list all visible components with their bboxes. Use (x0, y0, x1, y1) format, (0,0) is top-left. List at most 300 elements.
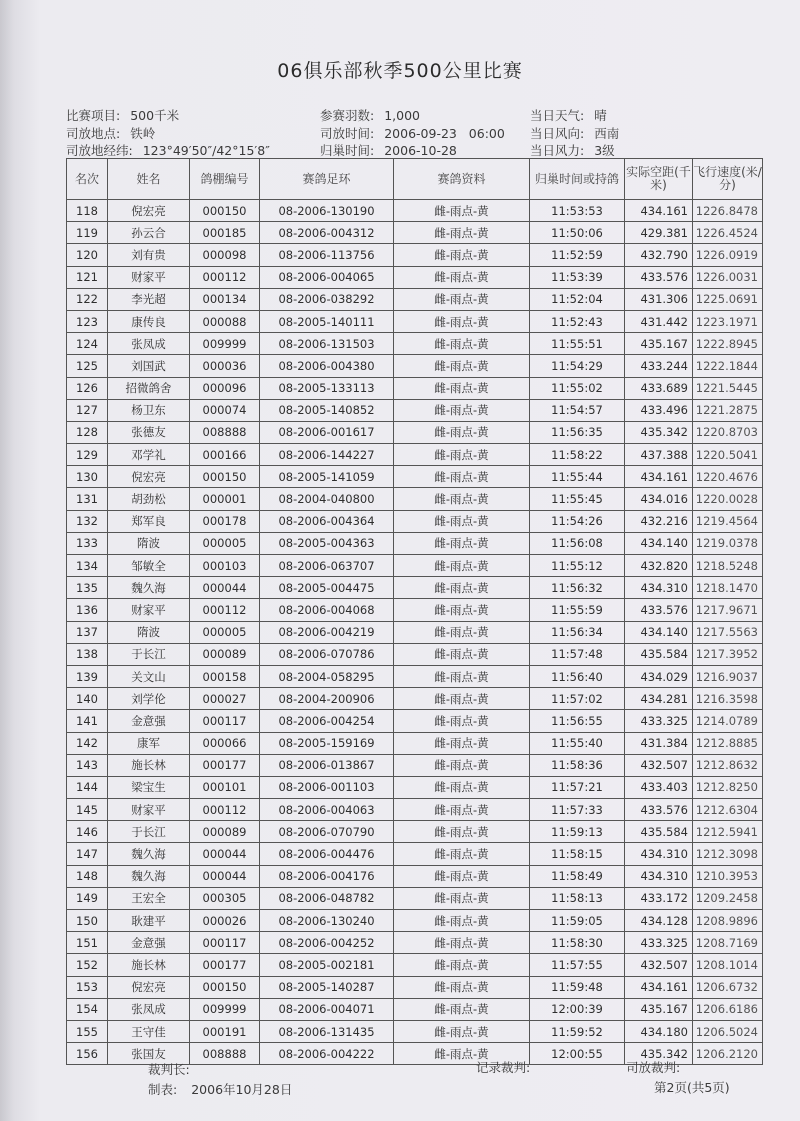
name-cell: 于长江 (108, 643, 190, 665)
table-row (67, 555, 763, 577)
distance-cell: 434.310 (625, 577, 693, 599)
table-row (67, 355, 763, 377)
distance-cell: 434.180 (625, 1020, 693, 1042)
rank-cell: 132 (67, 510, 108, 532)
table-row (67, 843, 763, 865)
speed-cell: 1220.0028 (693, 488, 763, 510)
ring-number-cell: 08-2004-040800 (260, 488, 394, 510)
return-time-label: 归巢时间: (320, 143, 375, 158)
name-cell: 王宏全 (108, 887, 190, 909)
arrival-time-cell: 11:55:40 (530, 732, 625, 754)
arrival-time-cell: 11:57:21 (530, 776, 625, 798)
distance-cell: 433.403 (625, 776, 693, 798)
name-cell: 杨卫东 (108, 399, 190, 421)
speed-cell: 1218.5248 (693, 555, 763, 577)
name-cell: 施长林 (108, 754, 190, 776)
loft-id-cell: 000150 (190, 976, 260, 998)
loft-id-cell: 000117 (190, 932, 260, 954)
rank-cell: 130 (67, 466, 108, 488)
name-cell: 魏久海 (108, 843, 190, 865)
pigeon-info-cell: 雌-雨点-黄 (394, 998, 530, 1020)
table-row (67, 621, 763, 643)
ring-number-cell: 08-2006-004252 (260, 932, 394, 954)
distance-cell: 434.016 (625, 488, 693, 510)
race-item (66, 106, 179, 124)
arrival-time-cell: 11:57:33 (530, 799, 625, 821)
loft-id-cell: 000134 (190, 288, 260, 310)
distance-cell: 432.820 (625, 555, 693, 577)
table-row (67, 954, 763, 976)
column-header: 赛鸽资料 (394, 159, 530, 200)
release-time-value: 2006-09-23 06:00 (384, 126, 505, 141)
loft-id-cell: 000005 (190, 532, 260, 554)
table-row (67, 510, 763, 532)
column-header: 名次 (67, 159, 108, 200)
pigeon-info-cell: 雌-雨点-黄 (394, 532, 530, 554)
name-cell: 邓学礼 (108, 444, 190, 466)
ring-number-cell: 08-2006-063707 (260, 555, 394, 577)
pigeon-info-cell: 雌-雨点-黄 (394, 510, 530, 532)
rank-cell: 138 (67, 643, 108, 665)
release-coords-value: 123°49′50″/42°15′8″ (142, 143, 270, 158)
made-date: 2006年10月28日 (191, 1082, 293, 1097)
distance-cell: 434.310 (625, 865, 693, 887)
pigeon-info-cell: 雌-雨点-黄 (394, 643, 530, 665)
name-cell: 金意强 (108, 710, 190, 732)
name-cell: 张凤成 (108, 998, 190, 1020)
arrival-time-cell: 11:58:49 (530, 865, 625, 887)
speed-cell: 1220.4676 (693, 466, 763, 488)
name-cell: 财家平 (108, 799, 190, 821)
loft-id-cell: 000066 (190, 732, 260, 754)
loft-id-cell: 008888 (190, 1043, 260, 1065)
rank-cell: 152 (67, 954, 108, 976)
arrival-time-cell: 11:58:22 (530, 444, 625, 466)
distance-cell: 435.584 (625, 643, 693, 665)
rank-cell: 123 (67, 310, 108, 332)
distance-cell: 433.172 (625, 887, 693, 909)
pigeon-info-cell: 雌-雨点-黄 (394, 444, 530, 466)
rank-cell: 131 (67, 488, 108, 510)
arrival-time-cell: 11:59:05 (530, 910, 625, 932)
speed-cell: 1210.3953 (693, 865, 763, 887)
rank-cell: 143 (67, 754, 108, 776)
rank-cell: 137 (67, 621, 108, 643)
distance-cell: 434.310 (625, 843, 693, 865)
distance-cell: 433.244 (625, 355, 693, 377)
ring-number-cell: 08-2006-004063 (260, 799, 394, 821)
speed-cell: 1212.8632 (693, 754, 763, 776)
arrival-time-cell: 11:56:55 (530, 710, 625, 732)
weather-value: 晴 (594, 108, 607, 123)
rank-cell: 156 (67, 1043, 108, 1065)
ring-number-cell: 08-2006-001617 (260, 421, 394, 443)
speed-cell: 1209.2458 (693, 887, 763, 909)
name-cell: 张德友 (108, 421, 190, 443)
speed-cell: 1226.4524 (693, 222, 763, 244)
ring-number-cell: 08-2006-004219 (260, 621, 394, 643)
rank-cell: 149 (67, 887, 108, 909)
arrival-time-cell: 11:55:59 (530, 599, 625, 621)
speed-cell: 1208.9896 (693, 910, 763, 932)
ring-number-cell: 08-2006-070790 (260, 821, 394, 843)
distance-cell: 433.496 (625, 399, 693, 421)
rank-cell: 124 (67, 333, 108, 355)
ring-number-cell: 08-2006-144227 (260, 444, 394, 466)
release-coords-label: 司放地经纬: (66, 143, 133, 158)
speed-cell: 1208.7169 (693, 932, 763, 954)
arrival-time-cell: 11:58:15 (530, 843, 625, 865)
wind-direction (530, 124, 619, 142)
loft-id-cell: 000305 (190, 887, 260, 909)
ring-number-cell: 08-2006-004068 (260, 599, 394, 621)
pigeon-info-cell: 雌-雨点-黄 (394, 976, 530, 998)
name-cell: 王守佳 (108, 1020, 190, 1042)
name-cell: 李光超 (108, 288, 190, 310)
ring-number-cell: 08-2006-004380 (260, 355, 394, 377)
loft-id-cell: 000103 (190, 555, 260, 577)
name-cell: 刘有贵 (108, 244, 190, 266)
rank-cell: 134 (67, 555, 108, 577)
distance-cell: 434.161 (625, 976, 693, 998)
rank-cell: 150 (67, 910, 108, 932)
arrival-time-cell: 11:54:26 (530, 510, 625, 532)
name-cell: 倪宏亮 (108, 200, 190, 222)
name-cell: 金意强 (108, 932, 190, 954)
weather (530, 106, 607, 124)
loft-id-cell: 000177 (190, 754, 260, 776)
name-cell: 隋波 (108, 532, 190, 554)
rank-cell: 151 (67, 932, 108, 954)
distance-cell: 429.381 (625, 222, 693, 244)
loft-id-cell: 000036 (190, 355, 260, 377)
made-by-label: 制表: (148, 1082, 178, 1097)
pigeon-info-cell: 雌-雨点-黄 (394, 222, 530, 244)
pigeon-info-cell: 雌-雨点-黄 (394, 954, 530, 976)
name-cell: 于长江 (108, 821, 190, 843)
name-cell: 施长林 (108, 954, 190, 976)
rank-cell: 121 (67, 266, 108, 288)
pigeon-info-cell: 雌-雨点-黄 (394, 555, 530, 577)
wind-direction-value: 西南 (594, 126, 620, 141)
ring-number-cell: 08-2005-159169 (260, 732, 394, 754)
name-cell: 关文山 (108, 665, 190, 687)
pigeon-info-cell: 雌-雨点-黄 (394, 399, 530, 421)
name-cell: 康传良 (108, 310, 190, 332)
arrival-time-cell: 11:53:53 (530, 200, 625, 222)
table-row (67, 865, 763, 887)
arrival-time-cell: 12:00:55 (530, 1043, 625, 1065)
pigeon-info-cell: 雌-雨点-黄 (394, 288, 530, 310)
ring-number-cell: 08-2006-004176 (260, 865, 394, 887)
speed-cell: 1212.5941 (693, 821, 763, 843)
speed-cell: 1218.1470 (693, 577, 763, 599)
name-cell: 梁宝生 (108, 776, 190, 798)
ring-number-cell: 08-2004-058295 (260, 665, 394, 687)
ring-number-cell: 08-2006-004364 (260, 510, 394, 532)
distance-cell: 434.140 (625, 621, 693, 643)
table-row (67, 488, 763, 510)
pigeon-info-cell: 雌-雨点-黄 (394, 910, 530, 932)
distance-cell: 434.281 (625, 688, 693, 710)
arrival-time-cell: 11:56:08 (530, 532, 625, 554)
column-header: 归巢时间或持鸽 (530, 159, 625, 200)
speed-cell: 1225.0691 (693, 288, 763, 310)
table-row (67, 732, 763, 754)
name-cell: 刘国武 (108, 355, 190, 377)
pigeon-info-cell: 雌-雨点-黄 (394, 776, 530, 798)
ring-number-cell: 08-2006-048782 (260, 887, 394, 909)
table-row (67, 1020, 763, 1042)
ring-number-cell: 08-2006-004222 (260, 1043, 394, 1065)
rank-cell: 153 (67, 976, 108, 998)
name-cell: 财家平 (108, 266, 190, 288)
ring-number-cell: 08-2005-002181 (260, 954, 394, 976)
distance-cell: 433.576 (625, 599, 693, 621)
loft-id-cell: 000158 (190, 665, 260, 687)
speed-cell: 1206.5024 (693, 1020, 763, 1042)
distance-cell: 433.325 (625, 710, 693, 732)
rank-cell: 129 (67, 444, 108, 466)
distance-cell: 434.140 (625, 532, 693, 554)
name-cell: 康军 (108, 732, 190, 754)
pigeon-info-cell: 雌-雨点-黄 (394, 333, 530, 355)
ring-number-cell: 08-2006-038292 (260, 288, 394, 310)
table-row (67, 333, 763, 355)
speed-cell: 1206.6732 (693, 976, 763, 998)
speed-cell: 1221.2875 (693, 399, 763, 421)
loft-id-cell: 000044 (190, 577, 260, 599)
speed-cell: 1212.8250 (693, 776, 763, 798)
loft-id-cell: 000044 (190, 865, 260, 887)
ring-number-cell: 08-2006-004065 (260, 266, 394, 288)
arrival-time-cell: 12:00:39 (530, 998, 625, 1020)
table-row (67, 754, 763, 776)
rank-cell: 136 (67, 599, 108, 621)
rank-cell: 146 (67, 821, 108, 843)
pigeon-info-cell: 雌-雨点-黄 (394, 732, 530, 754)
loft-id-cell: 000096 (190, 377, 260, 399)
rank-cell: 144 (67, 776, 108, 798)
loft-id-cell: 000005 (190, 621, 260, 643)
pigeon-info-cell: 雌-雨点-黄 (394, 1020, 530, 1042)
name-cell: 张国友 (108, 1043, 190, 1065)
loft-id-cell: 000098 (190, 244, 260, 266)
entries-value: 1,000 (384, 108, 421, 123)
pigeon-info-cell: 雌-雨点-黄 (394, 466, 530, 488)
release-place-value: 铁岭 (130, 126, 156, 141)
release-place-label: 司放地点: (66, 126, 121, 141)
distance-cell: 433.576 (625, 799, 693, 821)
table-row (67, 643, 763, 665)
loft-id-cell: 000044 (190, 843, 260, 865)
pigeon-info-cell: 雌-雨点-黄 (394, 688, 530, 710)
pigeon-info-cell: 雌-雨点-黄 (394, 665, 530, 687)
rank-cell: 127 (67, 399, 108, 421)
pigeon-info-cell: 雌-雨点-黄 (394, 266, 530, 288)
speed-cell: 1221.5445 (693, 377, 763, 399)
table-row (67, 377, 763, 399)
arrival-time-cell: 11:59:48 (530, 976, 625, 998)
ring-number-cell: 08-2005-141059 (260, 466, 394, 488)
table-row (67, 665, 763, 687)
distance-cell: 432.216 (625, 510, 693, 532)
speed-cell: 1214.0789 (693, 710, 763, 732)
speed-cell: 1212.6304 (693, 799, 763, 821)
table-row (67, 444, 763, 466)
distance-cell: 432.790 (625, 244, 693, 266)
distance-cell: 435.167 (625, 333, 693, 355)
name-cell: 耿建平 (108, 910, 190, 932)
speed-cell: 1222.8945 (693, 333, 763, 355)
pigeon-info-cell: 雌-雨点-黄 (394, 355, 530, 377)
pigeon-info-cell: 雌-雨点-黄 (394, 799, 530, 821)
rank-cell: 125 (67, 355, 108, 377)
arrival-time-cell: 11:59:52 (530, 1020, 625, 1042)
ring-number-cell: 08-2006-070786 (260, 643, 394, 665)
loft-id-cell: 000112 (190, 799, 260, 821)
arrival-time-cell: 11:55:02 (530, 377, 625, 399)
speed-cell: 1223.1971 (693, 310, 763, 332)
distance-cell: 437.388 (625, 444, 693, 466)
return-time-value: 2006-10-28 (384, 143, 457, 158)
distance-cell: 433.689 (625, 377, 693, 399)
ring-number-cell: 08-2006-004254 (260, 710, 394, 732)
rank-cell: 128 (67, 421, 108, 443)
table-row (67, 532, 763, 554)
speed-cell: 1217.5563 (693, 621, 763, 643)
arrival-time-cell: 11:55:45 (530, 488, 625, 510)
arrival-time-cell: 11:52:59 (530, 244, 625, 266)
name-cell: 招微鸽舍 (108, 377, 190, 399)
arrival-time-cell: 11:56:32 (530, 577, 625, 599)
race-item-value: 500千米 (130, 108, 180, 123)
loft-id-cell: 009999 (190, 333, 260, 355)
loft-id-cell: 000074 (190, 399, 260, 421)
rank-cell: 122 (67, 288, 108, 310)
arrival-time-cell: 11:52:43 (530, 310, 625, 332)
speed-cell: 1226.0919 (693, 244, 763, 266)
loft-id-cell: 000166 (190, 444, 260, 466)
made-by (148, 1080, 292, 1098)
release-coords (66, 141, 270, 159)
speed-cell: 1216.9037 (693, 665, 763, 687)
return-time (320, 141, 457, 159)
arrival-time-cell: 11:58:30 (530, 932, 625, 954)
arrival-time-cell: 11:52:04 (530, 288, 625, 310)
rank-cell: 155 (67, 1020, 108, 1042)
column-header: 姓名 (108, 159, 190, 200)
ring-number-cell: 08-2005-140852 (260, 399, 394, 421)
pigeon-info-cell: 雌-雨点-黄 (394, 865, 530, 887)
arrival-time-cell: 11:54:29 (530, 355, 625, 377)
table-body (67, 200, 763, 1065)
name-cell: 邹敏全 (108, 555, 190, 577)
page-info: 第2页(共5页) (654, 1080, 730, 1095)
rank-cell: 140 (67, 688, 108, 710)
ring-number-cell: 08-2006-004476 (260, 843, 394, 865)
loft-id-cell: 000089 (190, 643, 260, 665)
loft-id-cell: 000088 (190, 310, 260, 332)
pigeon-info-cell: 雌-雨点-黄 (394, 754, 530, 776)
pigeon-info-cell: 雌-雨点-黄 (394, 599, 530, 621)
name-cell: 张凤成 (108, 333, 190, 355)
distance-cell: 432.507 (625, 754, 693, 776)
pigeon-info-cell: 雌-雨点-黄 (394, 577, 530, 599)
distance-cell: 434.161 (625, 200, 693, 222)
speed-cell: 1212.3098 (693, 843, 763, 865)
rank-cell: 141 (67, 710, 108, 732)
results-table (66, 158, 763, 1065)
arrival-time-cell: 11:56:40 (530, 665, 625, 687)
wind-force-label: 当日风力: (530, 143, 585, 158)
name-cell: 郑军良 (108, 510, 190, 532)
wind-force-value: 3级 (594, 143, 615, 158)
speed-cell: 1217.9671 (693, 599, 763, 621)
table-row (67, 244, 763, 266)
arrival-time-cell: 11:58:13 (530, 887, 625, 909)
table-row (67, 421, 763, 443)
loft-id-cell: 000185 (190, 222, 260, 244)
loft-id-cell: 000150 (190, 200, 260, 222)
table-row (67, 799, 763, 821)
name-cell: 魏久海 (108, 865, 190, 887)
pigeon-info-cell: 雌-雨点-黄 (394, 621, 530, 643)
loft-id-cell: 000178 (190, 510, 260, 532)
arrival-time-cell: 11:53:39 (530, 266, 625, 288)
record-judge-label: 记录裁判: (476, 1060, 531, 1075)
distance-cell: 435.342 (625, 1043, 693, 1065)
speed-cell: 1222.1844 (693, 355, 763, 377)
ring-number-cell: 08-2005-140287 (260, 976, 394, 998)
rank-cell: 142 (67, 732, 108, 754)
speed-cell: 1219.0378 (693, 532, 763, 554)
distance-cell: 433.576 (625, 266, 693, 288)
rank-cell: 133 (67, 532, 108, 554)
pigeon-info-cell: 雌-雨点-黄 (394, 310, 530, 332)
release-place (66, 124, 155, 142)
arrival-time-cell: 11:59:13 (530, 821, 625, 843)
ring-number-cell: 08-2005-133113 (260, 377, 394, 399)
loft-id-cell: 000027 (190, 688, 260, 710)
ring-number-cell: 08-2006-131503 (260, 333, 394, 355)
chief-judge-label: 裁判长: (148, 1062, 190, 1077)
rank-cell: 126 (67, 377, 108, 399)
arrival-time-cell: 11:57:02 (530, 688, 625, 710)
pigeon-info-cell: 雌-雨点-黄 (394, 821, 530, 843)
speed-cell: 1220.5041 (693, 444, 763, 466)
rank-cell: 120 (67, 244, 108, 266)
arrival-time-cell: 11:58:36 (530, 754, 625, 776)
distance-cell: 435.167 (625, 998, 693, 1020)
name-cell: 孙云合 (108, 222, 190, 244)
column-header: 鸽棚编号 (190, 159, 260, 200)
speed-cell: 1219.4564 (693, 510, 763, 532)
pigeon-info-cell: 雌-雨点-黄 (394, 377, 530, 399)
name-cell: 倪宏亮 (108, 976, 190, 998)
release-time-label: 司放时间: (320, 126, 375, 141)
page-title: 06俱乐部秋季500公里比赛 (277, 60, 523, 82)
pigeon-info-cell: 雌-雨点-黄 (394, 421, 530, 443)
loft-id-cell: 000089 (190, 821, 260, 843)
loft-id-cell: 000117 (190, 710, 260, 732)
arrival-time-cell: 11:55:44 (530, 466, 625, 488)
distance-cell: 431.306 (625, 288, 693, 310)
ring-number-cell: 08-2005-004475 (260, 577, 394, 599)
loft-id-cell: 000150 (190, 466, 260, 488)
pigeon-info-cell: 雌-雨点-黄 (394, 200, 530, 222)
ring-number-cell: 08-2004-200906 (260, 688, 394, 710)
